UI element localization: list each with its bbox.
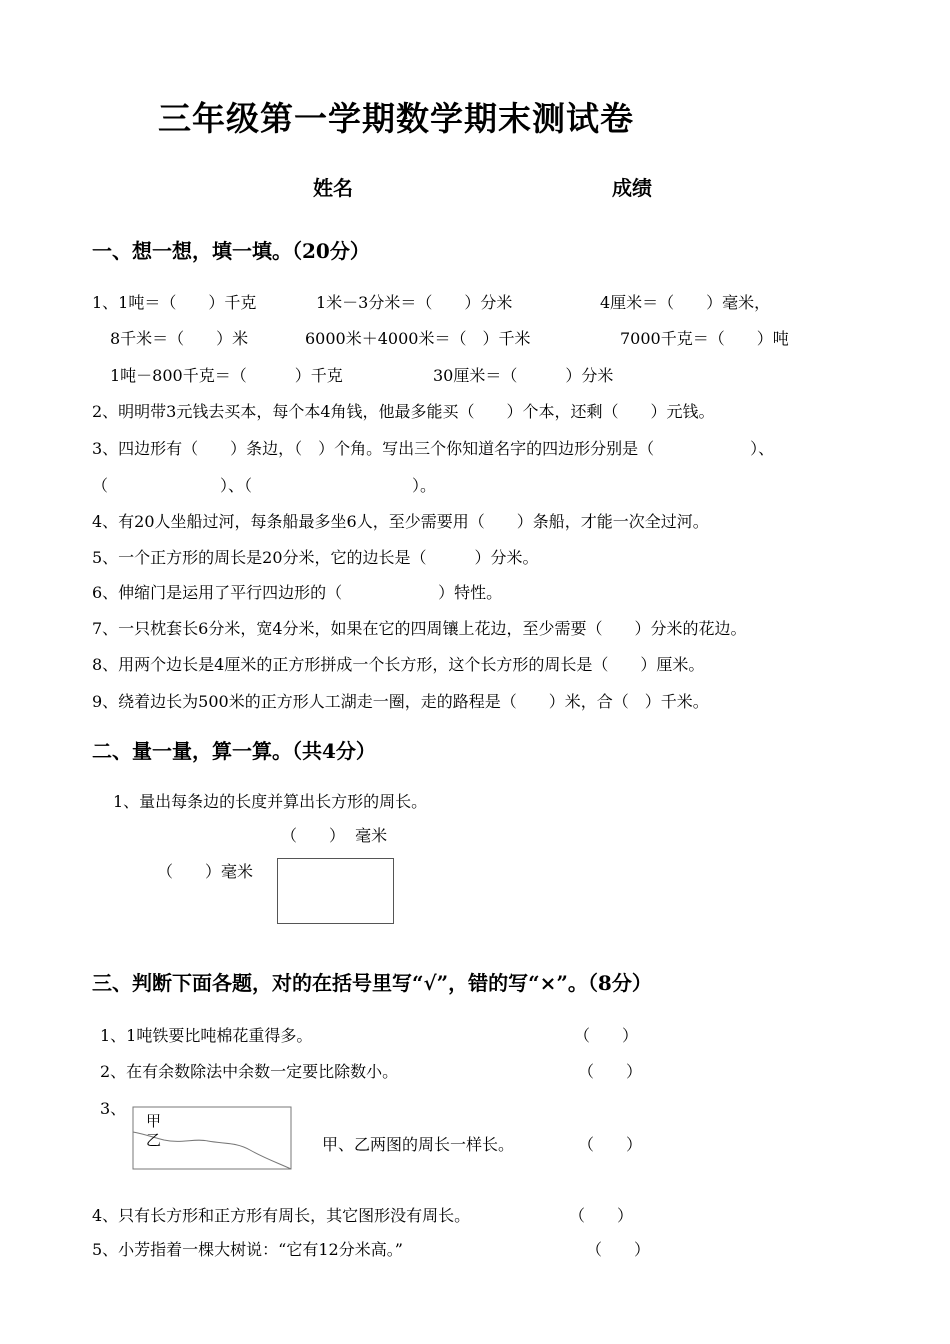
- q1-b: 1米－3分米＝（ ）分米: [316, 293, 513, 312]
- figure-label-jia: 甲: [146, 1112, 162, 1130]
- judge-item-1: 1、1吨铁要比吨棉花重得多。: [100, 1026, 313, 1045]
- judge-bracket-3: （ ）: [578, 1135, 643, 1154]
- rect-top-label: （ ） 毫米: [281, 826, 388, 845]
- section2-q1: 1、量出每条边的长度并算出长方形的周长。: [113, 792, 428, 811]
- q1-e: 6000米＋4000米＝（ ）千米: [305, 329, 531, 348]
- q1-h: 30厘米＝（ ）分米: [433, 366, 614, 385]
- q9: 9、绕着边长为500米的正方形人工湖走一圈，走的路程是（ ）米，合（ ）千米。: [92, 692, 709, 711]
- score-label: 成绩: [612, 176, 652, 200]
- judge-item-5: 5、小芳指着一棵大树说：“它有12分米高。”: [92, 1240, 403, 1259]
- judge-item-3-number: 3、: [100, 1099, 127, 1118]
- q6: 6、伸缩门是运用了平行四边形的（ ）特性。: [92, 583, 503, 602]
- q4: 4、有20人坐船过河，每条船最多坐6人，至少需要用（ ）条船，才能一次全过河。: [92, 512, 709, 531]
- section1-heading: 一、想一想，填一填。（20分）: [92, 239, 370, 263]
- section2-heading: 二、量一量，算一算。（共4分）: [92, 739, 376, 763]
- q2: 2、明明带3元钱去买本，每个本4角钱，他最多能买（ ）个本，还剩（ ）元钱。: [92, 402, 715, 421]
- figure-label-yi: 乙: [146, 1131, 162, 1149]
- perimeter-figure: [132, 1106, 294, 1172]
- q3-line2: （ ）、（ ）。: [92, 476, 437, 495]
- judge-item-2: 2、在有余数除法中余数一定要比除数小。: [100, 1062, 399, 1081]
- q1-a: 1、1吨＝（ ）千克: [92, 293, 257, 312]
- q5: 5、一个正方形的周长是20分米，它的边长是（ ）分米。: [92, 548, 539, 567]
- judge-bracket-2: （ ）: [578, 1062, 643, 1081]
- q1-c: 4厘米＝（ ）毫米，: [600, 293, 771, 312]
- judge-bracket-5: （ ）: [586, 1240, 651, 1259]
- measure-rectangle: [277, 858, 394, 924]
- q7: 7、一只枕套长6分米，宽4分米，如果在它的四周镶上花边，至少需要（ ）分米的花边。: [92, 619, 747, 638]
- judge-bracket-4: （ ）: [569, 1206, 634, 1225]
- rect-left-label: （ ）毫米: [157, 862, 254, 881]
- q1-g: 1吨－800千克＝（ ）千克: [110, 366, 343, 385]
- name-label: 姓名: [313, 176, 353, 200]
- judge-item-3: 甲、乙两图的周长一样长。: [322, 1135, 515, 1154]
- section3-heading: 三、判断下面各题，对的在括号里写“√”，错的写“×”。（8分）: [92, 971, 652, 995]
- q3-line1: 3、四边形有（ ）条边，（ ）个角。写出三个你知道名字的四边形分别是（ ）、: [92, 439, 775, 458]
- judge-item-4: 4、只有长方形和正方形有周长，其它图形没有周长。: [92, 1206, 471, 1225]
- q1-d: 8千米＝（ ）米: [110, 329, 249, 348]
- q1-f: 7000千克＝（ ）吨: [620, 329, 789, 348]
- page-title: 三年级第一学期数学期末测试卷: [158, 99, 634, 138]
- judge-bracket-1: （ ）: [574, 1026, 639, 1045]
- q8: 8、用两个边长是4厘米的正方形拼成一个长方形，这个长方形的周长是（ ）厘米。: [92, 655, 705, 674]
